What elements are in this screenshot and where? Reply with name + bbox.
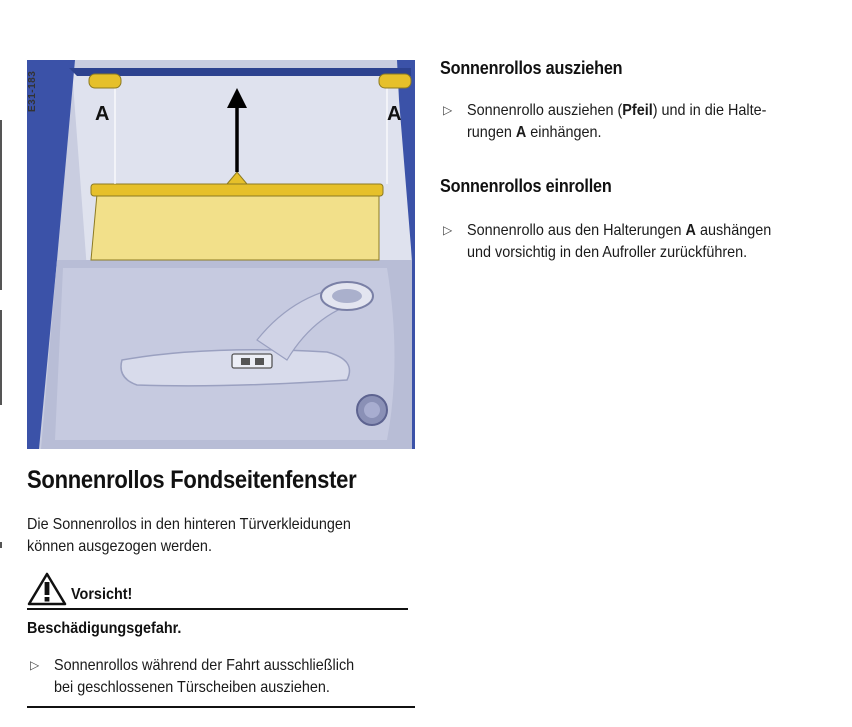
caution-heading: Beschädigungsgefahr. [27, 620, 182, 637]
caution-label: Vorsicht! [71, 586, 133, 603]
bullet-icon: ▷ [30, 658, 40, 672]
section-divider [27, 706, 415, 708]
door-sunblind-drawing [27, 60, 415, 449]
door-illustration [27, 60, 415, 449]
section-title-extend: Sonnenrollos ausziehen [440, 58, 623, 78]
page-title: Sonnenrollos Fondseitenfenster [27, 466, 357, 494]
figure-label-a-left: A [95, 103, 110, 125]
section-title-retract: Sonnenrollos einrollen [440, 176, 612, 196]
caution-header [27, 572, 408, 610]
page-edge-mark [0, 542, 2, 548]
extend-instruction: Sonnenrollo ausziehen (Pfeil) und in die Halte- rungen A einhängen. [467, 102, 767, 141]
intro-text: Die Sonnenrollos in den hinteren Türverkleidungen können ausgezogen werden. [27, 516, 351, 555]
page-edge-mark [0, 310, 2, 405]
caution-text: Sonnenrollos während der Fahrt ausschließlich bei geschlossenen Türscheiben ausziehen. [54, 657, 355, 696]
bullet-icon: ▷ [443, 223, 453, 237]
warning-icon [27, 572, 67, 606]
page-edge-mark [0, 120, 2, 290]
figure-code: E31-183 [27, 70, 38, 112]
bullet-icon: ▷ [443, 103, 453, 117]
figure-label-a-right: A [387, 103, 402, 125]
retract-instruction: Sonnenrollo aus den Halterungen A aushängen und vorsichtig in den Aufroller zurückführen. [467, 222, 772, 261]
